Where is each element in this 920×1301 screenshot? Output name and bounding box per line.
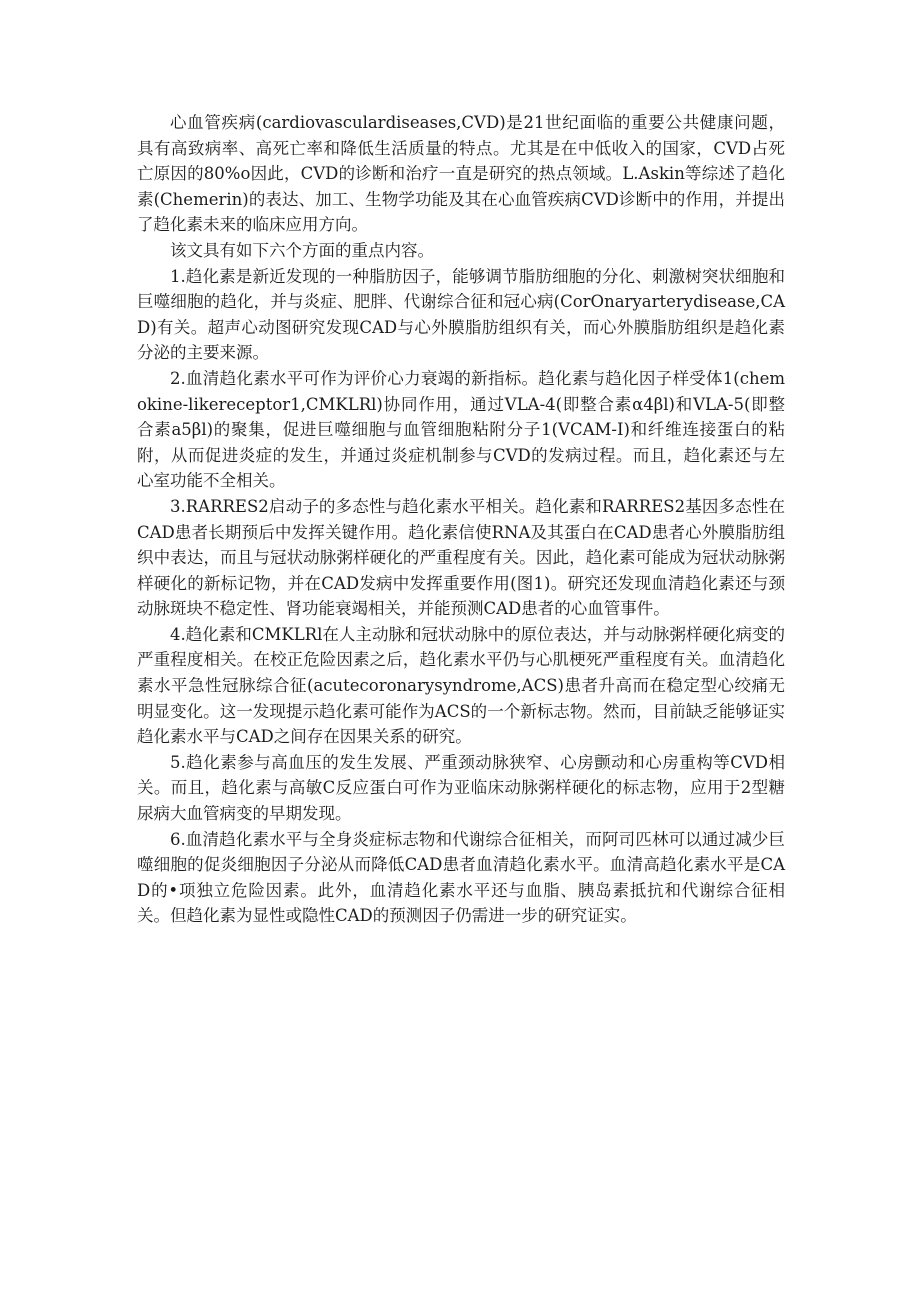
paragraph-point-5: 5.趋化素参与高血压的发生发展、严重颈动脉狭窄、心房颤动和心房重构等CVD相关。而且，趋化素与高敏C反应蛋白可作为亚临床动脉粥样硬化的标志物，应用于2型糖尿病大血管病变的早期发现。 — [137, 752, 785, 824]
paragraph-overview: 该文具有如下六个方面的重点内容。 — [170, 240, 434, 260]
paragraph-point-1: 1.趋化素是新近发现的一种脂肪因子，能够调节脂肪细胞的分化、刺激树突状细胞和巨噬细胞的趋化，并与炎症、肥胖、代谢综合征和冠心病(CorOnaryarterydisease,CAD)有关。超声心动图研究发现CAD与心外膜脂肪组织有关，而心外膜脂肪组织是趋化素分泌的主要来源。 — [137, 266, 785, 363]
document-body — [137, 110, 785, 929]
paragraph-intro: 心血管疾病(cardiovasculardiseases,CVD)是21世纪面临的重要公共健康问题，具有高致病率、高死亡率和降低生活质量的特点。尤其是在中低收入的国家，CVD占死亡原因的80%o因此，CVD的诊断和治疗一直是研究的热点领域。L.Askin等综述了趋化素(Chemerin)的表达、加工、生物学功能及其在心血管疾病CVD诊断中的作用，并提出了趋化素未来的临床应用方向。 — [137, 113, 785, 235]
paragraph-point-4: 4.趋化素和CMKLRl在人主动脉和冠状动脉中的原位表达，并与动脉粥样硬化病变的严重程度相关。在校正危险因素之后，趋化素水平仍与心肌梗死严重程度有关。血清趋化素水平急性冠脉综合征(acutecoronarysyndrome,ACS)患者升高而在稳定型心绞痛无明显变化。这一发现提示趋化素可能作为ACS的一个新标志物。然而，目前缺乏能够证实趋化素水平与CAD之间存在因果关系的研究。 — [137, 624, 785, 747]
paragraph-point-3: 3.RARRES2启动子的多态性与趋化素水平相关。趋化素和RARRES2基因多态性在CAD患者长期预后中发挥关键作用。趋化素信使RNA及其蛋白在CAD患者心外膜脂肪组织中表达，而且与冠状动脉粥样硬化的严重程度有关。因此，趋化素可能成为冠状动脉粥样硬化的新标记物，并在CAD发病中发挥重要作用(图1)。研究还发现血清趋化素还与颈动脉斑块不稳定性、肾功能衰竭相关，并能预测CAD患者的心血管事件。 — [137, 496, 785, 619]
paragraph-point-6: 6.血清趋化素水平与全身炎症标志物和代谢综合征相关，而阿司匹林可以通过减少巨噬细胞的促炎细胞因子分泌从而降低CAD患者血清趋化素水平。血清高趋化素水平是CAD的•项独立危险因素。此外，血清趋化素水平还与血脂、胰岛素抵抗和代谢综合征相关。但趋化素为显性或隐性CAD的预测因子仍需进一步的研究证实。 — [137, 829, 785, 926]
paragraph-point-2: 2.血清趋化素水平可作为评价心力衰竭的新指标。趋化素与趋化因子样受体1(chemokine-likereceptor1,CMKLRl)协同作用，通过VLA-4(即整合素α4βl)和VLA-5(即整合素a5βl)的聚集，促进巨噬细胞与血管细胞粘附分子1(VCAM-I)和纤维连接蛋白的粘附，从而促进炎症的发生，并通过炎症机制参与CVD的发病过程。而且，趋化素还与左心室功能不全相关。 — [137, 368, 785, 491]
